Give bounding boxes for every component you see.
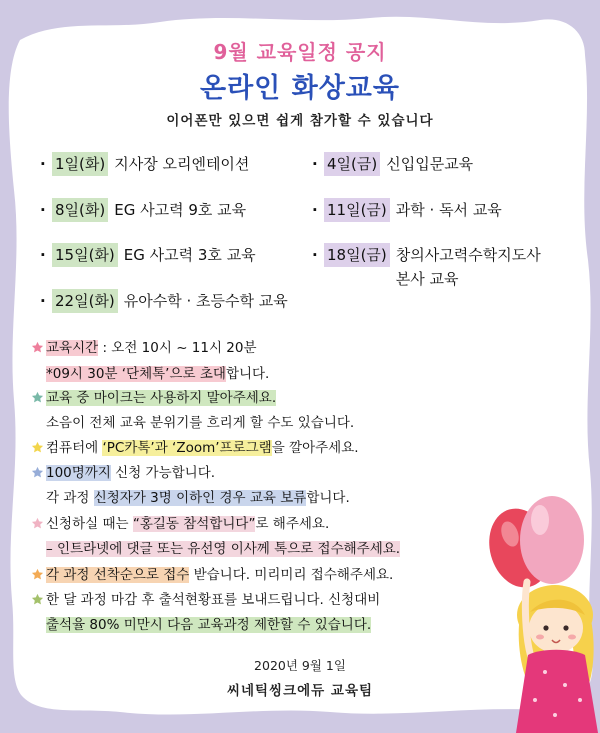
cap2-pre: 각 과정	[46, 490, 94, 506]
schedule-date: 8일(화)	[52, 198, 108, 222]
pc-pre: 컴퓨터에	[46, 440, 103, 456]
bullet: ·	[312, 201, 318, 219]
schedule-date: 11일(금)	[324, 198, 390, 222]
report-text: 한 달 과정 마감 후 출석현황표를 보내드립니다. 신청대비	[46, 592, 381, 608]
bullet: ·	[40, 292, 46, 310]
pc-post: 을 깔아주세요.	[271, 440, 359, 456]
bullet: ·	[40, 155, 46, 173]
notice-date: 2020년 9월 1일	[254, 658, 346, 673]
notice-subtitle: 9월 교육일정 공지	[213, 40, 387, 64]
schedule-event: 과학 · 독서 교육	[395, 201, 502, 219]
schedule-date: 4일(금)	[324, 152, 380, 176]
schedule-event-line2: 본사 교육	[395, 270, 459, 288]
apply-pre: 신청하실 때는	[46, 516, 133, 532]
notice-team: 씨네틱씽크에듀 교육팀	[226, 683, 374, 699]
schedule-event: 유아수학 · 초등수학 교육	[123, 292, 288, 310]
capacity-post: 신청 가능합니다.	[110, 465, 216, 481]
pc-highlight: ‘PC카톡’과 ‘Zoom’프로그램	[102, 440, 272, 456]
schedule-date: 22일(화)	[52, 289, 118, 313]
order-highlight: 각 과정 선착순으로 접수	[46, 567, 190, 583]
schedule-date: 1일(화)	[52, 152, 108, 176]
bullet: ·	[40, 246, 46, 264]
notice-title: 온라인 화상교육	[200, 73, 400, 104]
schedule-event: EG 사고력 9호 교육	[114, 201, 247, 219]
order-post: 받습니다. 미리미리 접수해주세요.	[189, 567, 394, 583]
bullet: ·	[40, 201, 46, 219]
invite-rest: 합니다.	[225, 366, 270, 382]
time-label: 교육시간	[46, 340, 99, 356]
report-highlight: 출석율 80% 미만시 다음 교육과정 제한할 수 있습니다.	[46, 617, 372, 633]
notice-tagline: 이어폰만 있으면 쉽게 참가할 수 있습니다	[166, 113, 434, 129]
apply-highlight: “홍길동 참석합니다”	[132, 516, 256, 532]
cap2-highlight: 신청자가 3명 이하인 경우 교육 보류	[93, 490, 307, 506]
schedule-date: 18일(금)	[324, 243, 390, 267]
cap2-post: 합니다.	[306, 490, 350, 506]
schedule-event: 신입입문교육	[386, 155, 474, 173]
mic-highlight: 교육 중 마이크는 사용하지 말아주세요.	[46, 390, 277, 406]
schedule-event: EG 사고력 3호 교육	[123, 246, 256, 264]
invite-highlight: *09시 30분 ‘단체톡’으로 초대	[46, 366, 226, 382]
mic-note: 소음이 전체 교육 분위기를 흐리게 할 수도 있습니다.	[46, 415, 355, 431]
time-value: : 오전 10시 ~ 11시 20분	[102, 340, 257, 356]
apply-post: 로 해주세요.	[255, 516, 330, 532]
bullet: ·	[312, 155, 318, 173]
schedule-date: 15일(화)	[52, 243, 118, 267]
intranet-highlight: – 인트라넷에 댓글 또는 유선영 이사께 톡으로 접수해주세요.	[46, 541, 401, 557]
capacity-highlight: 100명까지	[46, 465, 111, 481]
schedule-event-line1: 창의사고력수학지도사	[395, 246, 541, 264]
bullet: ·	[312, 246, 318, 264]
schedule-event: 지사장 오리엔테이션	[114, 155, 250, 173]
